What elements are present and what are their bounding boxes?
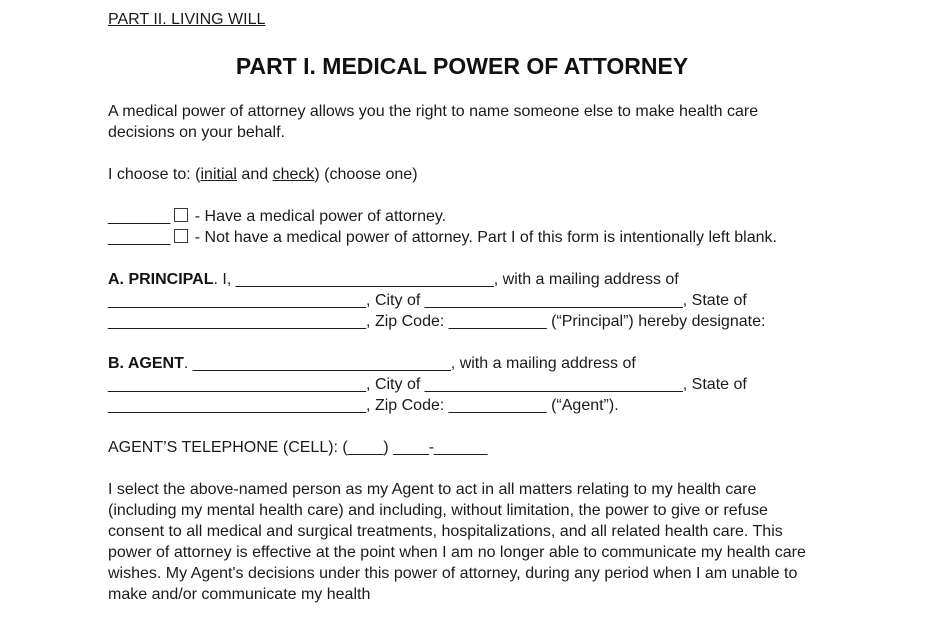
empty-checkbox-icon[interactable] (174, 229, 188, 243)
options-group (108, 206, 816, 248)
choose-check-word: check (272, 166, 315, 183)
selection-clause: I select the above-named person as my Agent to act in all matters relating to my health care (including my mental health care) and including, without limitation, the power to give or refuse consent to all medical and surgical treatments, hospitalizations, and all related health care. This power of attorney is effective at the point when I am no longer able to communicate my health care wishes. My Agent's decisions under this power of attorney, during any period when I am unable to make and/or communicate my health (108, 481, 806, 603)
empty-checkbox-icon[interactable] (174, 208, 188, 222)
option-label: - Not have a medical power of attorney. Part I of this form is intentionally left blank. (190, 229, 777, 246)
principal-label: A. PRINCIPAL (108, 271, 214, 288)
choose-prefix: I choose to: ( (108, 166, 201, 183)
choose-suffix: ) (choose one) (314, 166, 418, 183)
initials-blank[interactable]: _______ (108, 229, 171, 246)
page-title: PART I. MEDICAL POWER OF ATTORNEY (235, 53, 689, 79)
intro-paragraph: A medical power of attorney allows you the right to name someone else to make health care decisions on your behalf. (108, 103, 759, 141)
initials-blank[interactable]: _______ (108, 208, 171, 225)
choose-mid: and (236, 166, 273, 183)
option-label: - Have a medical power of attorney. (190, 208, 447, 225)
option-have-poa (108, 206, 816, 227)
agent-label: B. AGENT (108, 355, 184, 372)
choose-line (108, 164, 816, 185)
option-not-have-poa (108, 227, 816, 248)
principal-clause (108, 269, 816, 332)
agent-phone-line: AGENT’S TELEPHONE (CELL): (____) ____-______ (108, 439, 488, 456)
choose-initial-word: initial (200, 166, 237, 183)
agent-clause (108, 353, 816, 416)
part2-heading: PART II. LIVING WILL (108, 11, 266, 28)
agent-text: . _____________________________, with a mailing address of _____________________________, City of _____________________________, State of _____________________________, Zip Code: ___________ (“Agent”). (108, 355, 747, 414)
principal-text: . I, _____________________________, with a mailing address of _____________________________, City of _____________________________, State of _____________________________, Zip Code: ___________ (“Principal”) hereby designate: (108, 271, 766, 330)
